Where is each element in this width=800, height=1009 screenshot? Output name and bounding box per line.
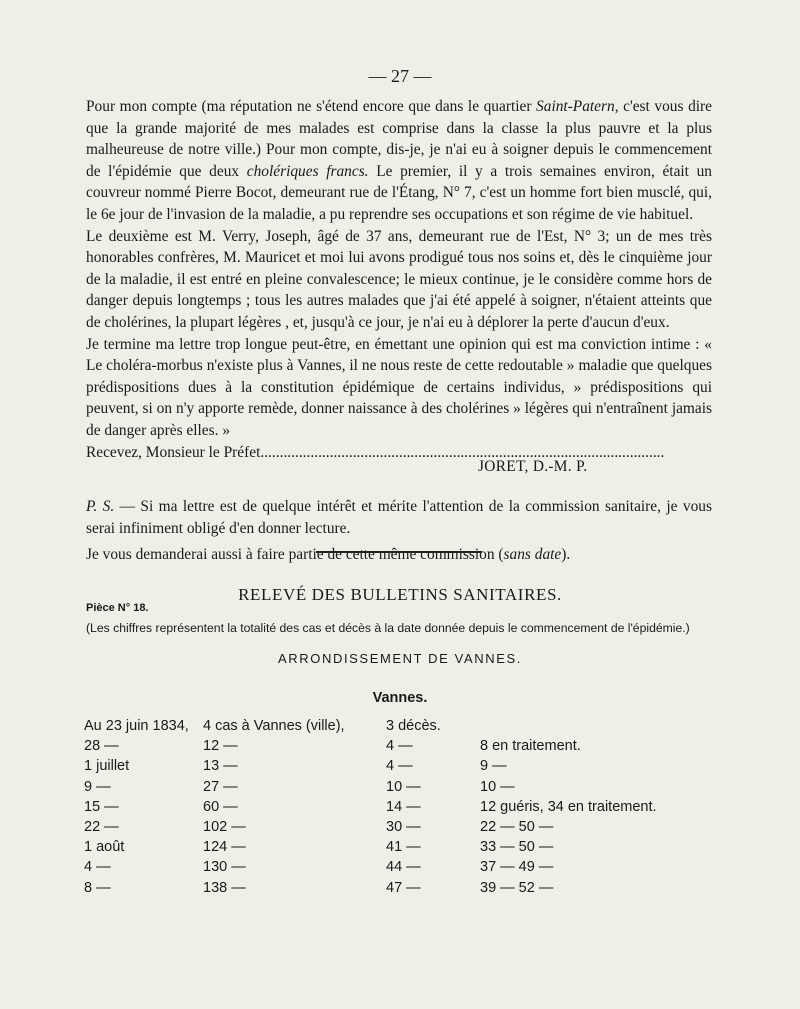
cases-cell: 124 — bbox=[203, 839, 246, 856]
status-cell: 10 — bbox=[480, 778, 515, 795]
date-cell: 28 — bbox=[84, 738, 119, 755]
section-title: RELEVÉ DES BULLETINS SANITAIRES. bbox=[238, 585, 562, 604]
cases-cell: 4 cas à Vannes (ville), bbox=[203, 718, 345, 734]
cases-cell: 130 — bbox=[203, 859, 246, 876]
postscript-line-2 bbox=[86, 544, 712, 566]
cases-cell: 138 — bbox=[203, 879, 246, 896]
deaths-cell: 30 — bbox=[386, 818, 421, 835]
table-row bbox=[84, 859, 680, 879]
table-row bbox=[84, 799, 680, 819]
paragraph-1-part-c: Le premier, il y a trois semaines environ, était un couvreur nommé Pierre Bocot, demeurant rue de l'Étang, N° 7, c'est un homme fort bien musclé, qui, le 6e jour de l'invasion de la maladie, a pu reprendre ses occupations et son régime de vie habituel. bbox=[86, 162, 713, 223]
date-cell: 8 — bbox=[84, 879, 111, 896]
table-row bbox=[84, 718, 680, 738]
date-cell: Au 23 juin 1834, bbox=[84, 718, 189, 734]
cases-cell: 12 — bbox=[203, 738, 238, 755]
postscript-line-2-emphasis: sans date bbox=[503, 546, 562, 563]
date-cell: 22 — bbox=[84, 818, 119, 835]
deaths-cell: 4 — bbox=[386, 738, 413, 755]
cases-cell: 102 — bbox=[203, 818, 246, 835]
postscript-line-2-b: ). bbox=[561, 546, 571, 563]
piece-label: Pièce N° 18. bbox=[86, 602, 149, 614]
table-row bbox=[84, 779, 680, 799]
status-cell: 8 en traitement. bbox=[480, 738, 581, 755]
deaths-cell: 41 — bbox=[386, 839, 421, 856]
cases-cell: 27 — bbox=[203, 778, 238, 795]
table-row bbox=[84, 880, 680, 900]
date-cell: 4 — bbox=[84, 859, 111, 876]
postscript-text: — Si ma lettre est de quelque intérêt et mérite l'attention de la commission sanitaire, je vous serai infiniment obligé d'en donner lecture. bbox=[86, 498, 712, 537]
section-divider bbox=[316, 551, 482, 553]
deaths-cell: 47 — bbox=[386, 879, 421, 896]
table-row bbox=[84, 839, 680, 859]
postscript-label: P. S. bbox=[86, 498, 115, 515]
paragraph-3: Je termine ma lettre trop longue peut-être, en émettant une opinion qui est ma conviction intime : « Le choléra-morbus n'existe plus à Vannes, il ne nous reste de cette redoutable » maladie que quelques prédispositions dues à la constitution épidémique de certains individus, » prédispositions qui peuvent, si on n'y apporte remède, donner naissance à des cholérines » légères qui n'entraînent jamais de danger après elles. » bbox=[86, 335, 712, 439]
deaths-cell: 44 — bbox=[386, 859, 421, 876]
bulletin-table bbox=[84, 718, 680, 900]
arrondissement-heading: ARRONDISSEMENT DE VANNES. bbox=[278, 651, 522, 666]
paragraph-2: Le deuxième est M. Verry, Joseph, âgé de 37 ans, demeurant rue de l'Est, N° 3; un de mes très honorables confrères, M. Mauricet et moi lui avons prodigué tous nos soins et, dès le cinquième jour de la maladie, il est entré en pleine convalescence; le mieux continue, je le considère comme hors de danger depuis longtemps ; tous les autres malades que j'ai été appelé à soigner, n'étaient atteints que de cholérines, la plupart légères , et, jusqu'à ce jour, je n'ai eu à déplorer la perte d'aucun d'eux. bbox=[86, 227, 712, 331]
status-cell: 12 guéris, 34 en traitement. bbox=[480, 798, 657, 815]
paragraph-1-emphasis-a: Saint-Patern, bbox=[536, 98, 619, 115]
paragraph-1-part-b: c'est vous dire que la grande majorité de mes malades est comprise dans la classe la plus pauvre et la plus malheureuse de notre ville.) Pour mon compte, dis-je, je n'ai eu à soigner depuis le commencement de l'épidémie que deux bbox=[86, 98, 712, 180]
status-cell: 9 — bbox=[480, 758, 507, 775]
table-row bbox=[84, 758, 680, 778]
status-cell: 37 — 49 — bbox=[480, 859, 554, 876]
cases-cell: 60 — bbox=[203, 798, 238, 815]
status-cell: 33 — 50 — bbox=[480, 839, 554, 856]
status-cell bbox=[480, 718, 680, 738]
date-cell: 1 juillet bbox=[84, 758, 130, 775]
status-cell: 39 — 52 — bbox=[480, 879, 554, 896]
postscript-line-1 bbox=[86, 496, 712, 540]
date-cell: 15 — bbox=[84, 798, 119, 815]
deaths-cell: 3 décès. bbox=[386, 718, 441, 734]
closing-line: Recevez, Monsieur le Préfet......................................................................................................... bbox=[86, 443, 665, 461]
signature: JORET, D.-M. P. bbox=[478, 458, 588, 475]
table-row bbox=[84, 819, 680, 839]
postscript bbox=[86, 496, 712, 570]
letter-body bbox=[86, 96, 712, 463]
explanatory-note: (Les chiffres représentent la totalité des cas et décès à la date donnée depuis le commencement de l'épidémie.) bbox=[86, 621, 690, 635]
paragraph-1 bbox=[86, 96, 712, 226]
date-cell: 9 — bbox=[84, 778, 111, 795]
city-heading: Vannes. bbox=[372, 690, 428, 706]
status-cell: 22 — 50 — bbox=[480, 818, 554, 835]
page-number: — 27 — bbox=[368, 66, 432, 86]
deaths-cell: 10 — bbox=[386, 778, 421, 795]
cases-cell: 13 — bbox=[203, 758, 238, 775]
paragraph-1-emphasis-b: cholériques francs. bbox=[246, 162, 369, 180]
deaths-cell: 14 — bbox=[386, 798, 421, 815]
paragraph-1-part-a: Pour mon compte (ma réputation ne s'étend encore que dans le quartier bbox=[86, 98, 537, 115]
date-cell: 1 août bbox=[84, 839, 125, 856]
postscript-line-2-a: Je vous demanderai aussi à faire partie de cette même commission ( bbox=[86, 546, 504, 563]
deaths-cell: 4 — bbox=[386, 758, 413, 775]
table-row bbox=[84, 738, 680, 758]
